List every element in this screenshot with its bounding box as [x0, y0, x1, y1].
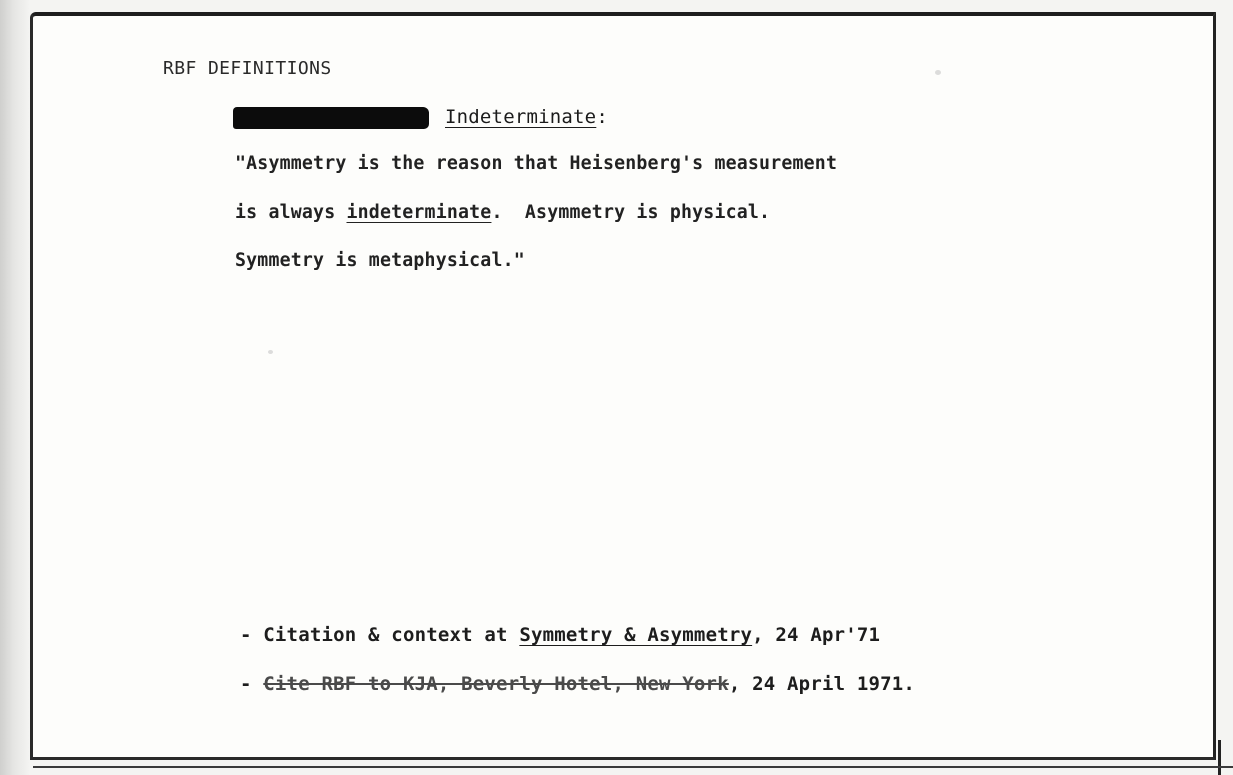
card-header: RBF DEFINITIONS	[163, 58, 332, 79]
quote-line-2	[235, 202, 770, 223]
quote-line-2-end: . Asymmetry is physical.	[491, 202, 771, 223]
quote-line-3: Symmetry is metaphysical."	[235, 250, 525, 271]
term-colon: :	[596, 106, 608, 128]
cite-struck-text: Cite RBF to KJA, Beverly Hotel, New York	[263, 673, 729, 695]
citation-prefix: - Citation & context at	[240, 624, 520, 646]
quote-underlined-word: indeterminate	[346, 202, 492, 223]
ink-speck	[935, 70, 941, 75]
index-card	[30, 12, 1216, 760]
term-heading	[233, 106, 608, 129]
card-edge-bottom	[33, 766, 1233, 768]
term-label: Indeterminate	[445, 106, 597, 128]
citation-date: , 24 Apr'71	[752, 624, 881, 646]
citation-note	[240, 624, 880, 646]
citation-link[interactable]: Symmetry & Asymmetry	[519, 624, 753, 646]
quote-line-1: "Asymmetry is the reason that Heisenberg's measurement	[235, 153, 838, 174]
quote-line-2-start: is always	[235, 202, 347, 223]
card-edge-right	[1218, 740, 1221, 775]
cite-dash: -	[240, 673, 264, 695]
cite-date: , 24 April 1971.	[728, 673, 916, 695]
ink-speck	[268, 350, 273, 354]
cite-note	[240, 673, 915, 695]
redaction-block	[233, 107, 429, 129]
